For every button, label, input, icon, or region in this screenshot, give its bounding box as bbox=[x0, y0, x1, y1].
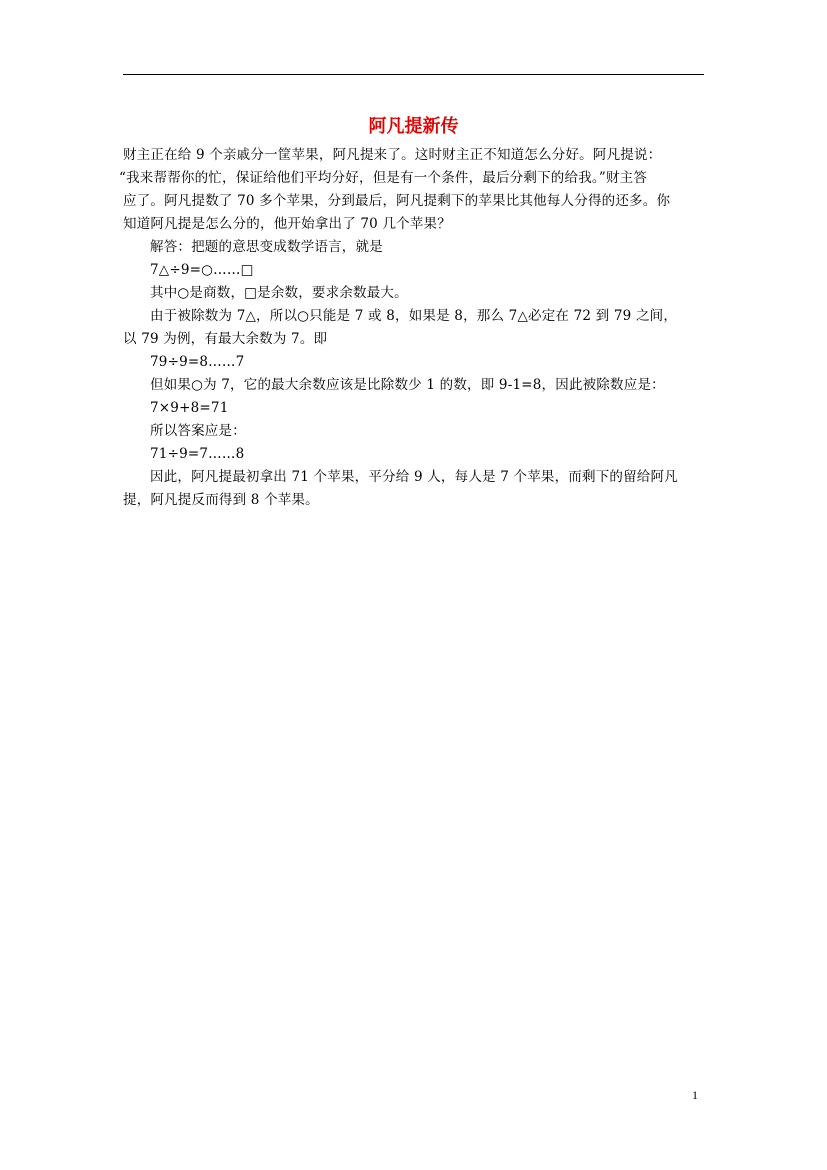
text-line: 但如果○为 7，它的最大余数应该是比除数少 1 的数，即 9-1=8，因此被除数应是： bbox=[150, 377, 665, 393]
text-line: 知道阿凡提是怎么分的，他开始拿出了 70 几个苹果？ bbox=[123, 216, 451, 232]
text-line: 解答：把题的意思变成数学语言，就是 bbox=[150, 239, 383, 255]
equation-line: 7×9+8=71 bbox=[150, 400, 229, 416]
text-line: 所以答案应是： bbox=[150, 423, 246, 439]
body-text bbox=[119, 144, 706, 512]
page-number: 1 bbox=[692, 1088, 698, 1102]
text-line: 应了。阿凡提数了 70 多个苹果，分到最后，阿凡提剩下的苹果比其他每人分得的还多。你 bbox=[123, 193, 671, 209]
text-line: 提，阿凡提反而得到 8 个苹果。 bbox=[123, 492, 319, 508]
page-title: 阿凡提新传 bbox=[368, 116, 459, 137]
text-line: 因此，阿凡提最初拿出 71 个苹果，平分给 9 人，每人是 7 个苹果，而剩下的留给阿凡 bbox=[150, 469, 678, 485]
equation-line: 71÷9=7……8 bbox=[150, 446, 245, 462]
header-rule bbox=[123, 74, 704, 75]
text-line: “我来帮帮你的忙，保证给他们平均分好，但是有一个条件，最后分剩下的给我。”财主答 bbox=[119, 170, 648, 186]
text-line: 以 79 为例，有最大余数为 7。即 bbox=[123, 331, 328, 347]
equation-line: 79÷9=8……7 bbox=[150, 354, 245, 370]
text-line: 其中○是商数，□是余数，要求余数最大。 bbox=[150, 285, 408, 301]
text-line: 财主正在给 9 个亲戚分一筐苹果，阿凡提来了。这时财主正不知道怎么分好。阿凡提说： bbox=[123, 147, 662, 163]
equation-line: 7△÷9=○……□ bbox=[150, 262, 254, 278]
text-line: 由于被除数为 7△，所以○只能是 7 或 8，如果是 8，那么 7△必定在 72 到 79 之间， bbox=[150, 308, 678, 324]
